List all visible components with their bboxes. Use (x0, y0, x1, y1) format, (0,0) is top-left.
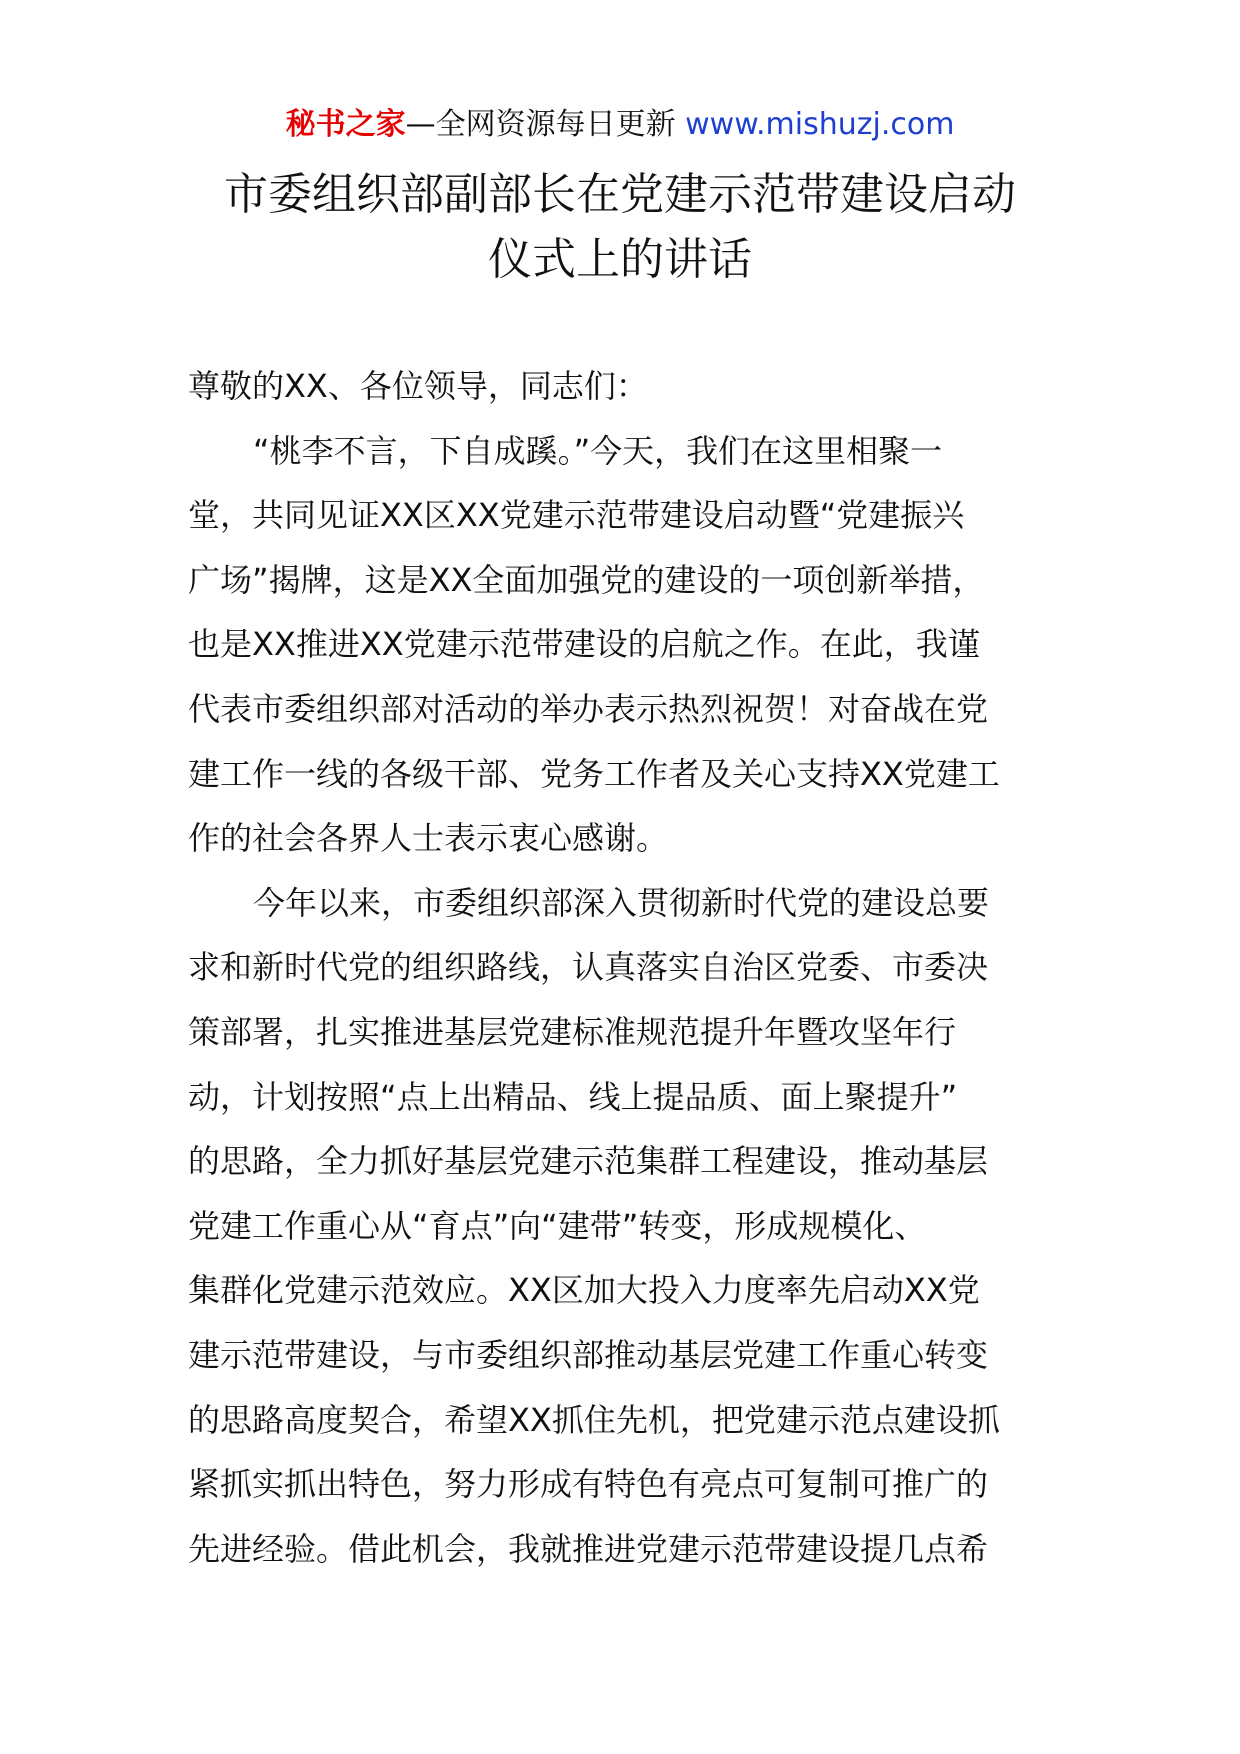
site-url-link[interactable]: www.mishuzj.com (685, 107, 955, 142)
paragraph-line: 堂，共同见证XX区XX党建示范带建设启动暨“党建振兴 (188, 496, 965, 535)
paragraph-line: 的思路，全力抓好基层党建示范集群工程建设，推动基层 (188, 1142, 989, 1181)
paragraph-line: 求和新时代党的组织路线，认真落实自治区党委、市委决 (188, 948, 989, 987)
paragraph-line: 代表市委组织部对活动的举办表示热烈祝贺！对奋战在党 (188, 689, 989, 728)
paragraph-line: “桃李不言，下自成蹊。”今天，我们在这里相聚一 (253, 431, 943, 470)
paragraph-line: 作的社会各界人士表示衷心感谢。 (188, 819, 669, 858)
site-header (0, 100, 1240, 150)
paragraph-line: 今年以来，市委组织部深入贯彻新时代党的建设总要 (253, 883, 990, 922)
paragraph-line: 集群化党建示范效应。XX区加大投入力度率先启动XX党 (188, 1271, 980, 1310)
paragraph-line: 广场”揭牌，这是XX全面加强党的建设的一项创新举措， (188, 560, 985, 599)
paragraph-line: 建示范带建设，与市委组织部推动基层党建工作重心转变 (188, 1335, 989, 1374)
paragraph-line: 党建工作重心从“育点”向“建带”转变，形成规模化、 (188, 1206, 927, 1245)
site-slogan: —全网资源每日更新 (405, 107, 676, 142)
paragraph-line: 建工作一线的各级干部、党务工作者及关心支持XX党建工 (188, 754, 1000, 793)
title-line: 市委组织部副部长在党建示范带建设启动 (224, 169, 1016, 220)
title-line: 仪式上的讲话 (488, 233, 752, 285)
document-title (150, 162, 1090, 291)
paragraph-line: 策部署，扎实推进基层党建标准规范提升年暨攻坚年行 (188, 1012, 957, 1051)
paragraph-line: 动，计划按照“点上出精品、线上提品质、面上聚提升” (188, 1077, 958, 1116)
salutation: 尊敬的XX、各位领导，同志们： (188, 367, 648, 405)
site-brand: 秘书之家 (285, 107, 406, 142)
paragraph-line: 紧抓实抓出特色，努力形成有特色有亮点可复制可推广的 (188, 1465, 989, 1504)
document-body (188, 354, 1058, 1581)
paragraph-line: 先进经验。借此机会，我就推进党建示范带建设提几点希 (188, 1529, 989, 1568)
paragraph-line: 也是XX推进XX党建示范带建设的启航之作。在此，我谨 (188, 625, 980, 664)
paragraph-line: 的思路高度契合，希望XX抓住先机，把党建示范点建设抓 (188, 1400, 1000, 1439)
